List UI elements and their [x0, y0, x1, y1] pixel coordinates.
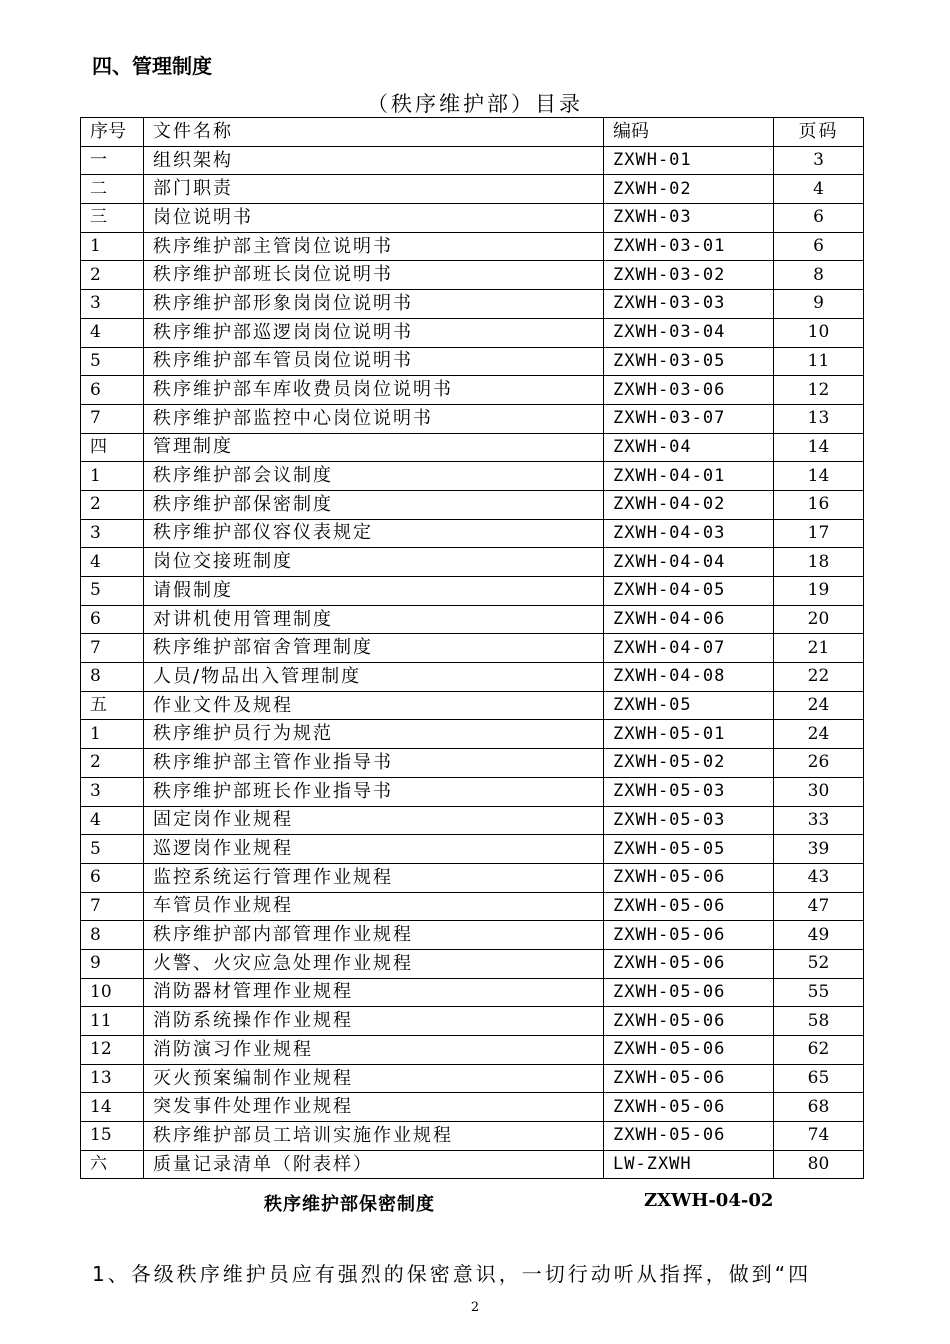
cell-title: 秩序维护部员工培训实施作业规程 — [144, 1122, 604, 1151]
table-row — [81, 806, 864, 835]
cell-code: ZXWH-04-04 — [604, 548, 774, 577]
section-heading: 四、管理制度 — [92, 54, 212, 78]
cell-page: 24 — [774, 720, 864, 749]
cell-no: 6 — [81, 605, 144, 634]
cell-no: 5 — [81, 835, 144, 864]
cell-page: 80 — [774, 1150, 864, 1179]
subsection-title: 秩序维护部保密制度 — [264, 1194, 435, 1215]
cell-no: 6 — [81, 376, 144, 405]
table-row — [81, 433, 864, 462]
cell-no: 10 — [81, 978, 144, 1007]
cell-no: 5 — [81, 577, 144, 606]
header-code: 编码 — [604, 118, 774, 147]
table-row — [81, 261, 864, 290]
table-row — [81, 519, 864, 548]
cell-no: 3 — [81, 777, 144, 806]
cell-no: 3 — [81, 290, 144, 319]
cell-title: 对讲机使用管理制度 — [144, 605, 604, 634]
cell-code: ZXWH-03-06 — [604, 376, 774, 405]
cell-page: 9 — [774, 290, 864, 319]
cell-code: ZXWH-04-03 — [604, 519, 774, 548]
cell-title: 突发事件处理作业规程 — [144, 1093, 604, 1122]
cell-no: 9 — [81, 949, 144, 978]
cell-no: 12 — [81, 1036, 144, 1065]
header-no: 序号 — [81, 118, 144, 147]
table-row — [81, 490, 864, 519]
table-row — [81, 634, 864, 663]
table-row — [81, 1064, 864, 1093]
cell-code: ZXWH-03-02 — [604, 261, 774, 290]
table-row — [81, 835, 864, 864]
cell-no: 4 — [81, 548, 144, 577]
cell-no: 2 — [81, 490, 144, 519]
cell-no: 8 — [81, 921, 144, 950]
cell-no: 13 — [81, 1064, 144, 1093]
cell-title: 部门职责 — [144, 175, 604, 204]
cell-page: 52 — [774, 949, 864, 978]
cell-no: 2 — [81, 749, 144, 778]
cell-page: 20 — [774, 605, 864, 634]
table-row — [81, 175, 864, 204]
cell-page: 22 — [774, 663, 864, 692]
cell-title: 火警、火灾应急处理作业规程 — [144, 949, 604, 978]
cell-page: 19 — [774, 577, 864, 606]
table-row — [81, 605, 864, 634]
cell-title: 秩序维护部班长岗位说明书 — [144, 261, 604, 290]
cell-page: 21 — [774, 634, 864, 663]
cell-no: 7 — [81, 892, 144, 921]
cell-title: 秩序维护部监控中心岗位说明书 — [144, 404, 604, 433]
table-row — [81, 347, 864, 376]
cell-no: 1 — [81, 720, 144, 749]
table-row — [81, 146, 864, 175]
cell-page: 8 — [774, 261, 864, 290]
cell-title: 秩序维护部班长作业指导书 — [144, 777, 604, 806]
cell-title: 消防系统操作作业规程 — [144, 1007, 604, 1036]
cell-code: ZXWH-04-05 — [604, 577, 774, 606]
cell-code: ZXWH-05-06 — [604, 1093, 774, 1122]
cell-title: 消防器材管理作业规程 — [144, 978, 604, 1007]
cell-title: 秩序维护部主管作业指导书 — [144, 749, 604, 778]
cell-code: ZXWH-03-04 — [604, 318, 774, 347]
cell-no: 8 — [81, 663, 144, 692]
cell-page: 30 — [774, 777, 864, 806]
cell-page: 58 — [774, 1007, 864, 1036]
table-row — [81, 204, 864, 233]
cell-no: 一 — [81, 146, 144, 175]
cell-page: 10 — [774, 318, 864, 347]
cell-code: ZXWH-05-05 — [604, 835, 774, 864]
table-row — [81, 749, 864, 778]
cell-code: ZXWH-05-06 — [604, 1007, 774, 1036]
cell-title: 灭火预案编制作业规程 — [144, 1064, 604, 1093]
table-row — [81, 376, 864, 405]
cell-page: 4 — [774, 175, 864, 204]
cell-title: 秩序维护部形象岗岗位说明书 — [144, 290, 604, 319]
cell-title: 消防演习作业规程 — [144, 1036, 604, 1065]
body-paragraph: 1、各级秩序维护员应有强烈的保密意识，一切行动听从指挥，做到“四 — [92, 1262, 812, 1286]
cell-title: 岗位说明书 — [144, 204, 604, 233]
cell-code: ZXWH-03-05 — [604, 347, 774, 376]
table-row — [81, 691, 864, 720]
cell-page: 13 — [774, 404, 864, 433]
table-row — [81, 318, 864, 347]
cell-page: 6 — [774, 232, 864, 261]
table-row — [81, 949, 864, 978]
cell-code: ZXWH-05-06 — [604, 978, 774, 1007]
cell-code: ZXWH-04 — [604, 433, 774, 462]
cell-code: ZXWH-05-01 — [604, 720, 774, 749]
cell-code: ZXWH-05-03 — [604, 777, 774, 806]
cell-title: 管理制度 — [144, 433, 604, 462]
cell-title: 秩序维护部内部管理作业规程 — [144, 921, 604, 950]
cell-no: 7 — [81, 634, 144, 663]
cell-page: 18 — [774, 548, 864, 577]
cell-code: ZXWH-05-03 — [604, 806, 774, 835]
cell-code: ZXWH-03-01 — [604, 232, 774, 261]
cell-no: 4 — [81, 806, 144, 835]
cell-code: ZXWH-04-06 — [604, 605, 774, 634]
cell-page: 39 — [774, 835, 864, 864]
cell-code: ZXWH-05 — [604, 691, 774, 720]
cell-page: 26 — [774, 749, 864, 778]
cell-title: 秩序维护部会议制度 — [144, 462, 604, 491]
table-row — [81, 548, 864, 577]
cell-title: 作业文件及规程 — [144, 691, 604, 720]
cell-code: LW-ZXWH — [604, 1150, 774, 1179]
table-row — [81, 1036, 864, 1065]
cell-no: 1 — [81, 232, 144, 261]
cell-no: 1 — [81, 462, 144, 491]
cell-no: 5 — [81, 347, 144, 376]
cell-title: 秩序维护部宿舍管理制度 — [144, 634, 604, 663]
cell-code: ZXWH-05-06 — [604, 949, 774, 978]
cell-page: 24 — [774, 691, 864, 720]
cell-title: 秩序维护部保密制度 — [144, 490, 604, 519]
table-row — [81, 462, 864, 491]
cell-no: 四 — [81, 433, 144, 462]
toc-table — [80, 117, 864, 1179]
cell-page: 43 — [774, 863, 864, 892]
cell-title: 固定岗作业规程 — [144, 806, 604, 835]
cell-page: 6 — [774, 204, 864, 233]
cell-page: 14 — [774, 462, 864, 491]
cell-title: 巡逻岗作业规程 — [144, 835, 604, 864]
cell-title: 秩序维护部巡逻岗岗位说明书 — [144, 318, 604, 347]
page-number: 2 — [470, 1300, 480, 1315]
cell-code: ZXWH-05-06 — [604, 921, 774, 950]
cell-no: 3 — [81, 519, 144, 548]
cell-code: ZXWH-04-08 — [604, 663, 774, 692]
cell-title: 组织架构 — [144, 146, 604, 175]
cell-title: 车管员作业规程 — [144, 892, 604, 921]
toc-header-row — [81, 118, 864, 147]
table-row — [81, 892, 864, 921]
cell-code: ZXWH-04-07 — [604, 634, 774, 663]
cell-title: 岗位交接班制度 — [144, 548, 604, 577]
table-row — [81, 232, 864, 261]
cell-page: 74 — [774, 1122, 864, 1151]
cell-code: ZXWH-01 — [604, 146, 774, 175]
cell-code: ZXWH-05-06 — [604, 1064, 774, 1093]
cell-page: 47 — [774, 892, 864, 921]
cell-title: 秩序维护部车管员岗位说明书 — [144, 347, 604, 376]
cell-title: 请假制度 — [144, 577, 604, 606]
cell-code: ZXWH-05-06 — [604, 892, 774, 921]
table-row — [81, 577, 864, 606]
cell-no: 7 — [81, 404, 144, 433]
cell-page: 3 — [774, 146, 864, 175]
cell-code: ZXWH-05-06 — [604, 1036, 774, 1065]
cell-code: ZXWH-03-03 — [604, 290, 774, 319]
toc-title: （秩序维护部）目录 — [367, 92, 583, 116]
table-row — [81, 404, 864, 433]
table-row — [81, 777, 864, 806]
cell-page: 49 — [774, 921, 864, 950]
cell-no: 二 — [81, 175, 144, 204]
cell-page: 62 — [774, 1036, 864, 1065]
cell-page: 55 — [774, 978, 864, 1007]
cell-page: 17 — [774, 519, 864, 548]
table-row — [81, 1150, 864, 1179]
subsection-code: ZXWH-04-02 — [644, 1190, 774, 1211]
table-row — [81, 720, 864, 749]
cell-code: ZXWH-04-01 — [604, 462, 774, 491]
cell-page: 14 — [774, 433, 864, 462]
cell-code: ZXWH-05-06 — [604, 863, 774, 892]
cell-no: 三 — [81, 204, 144, 233]
cell-page: 68 — [774, 1093, 864, 1122]
table-row — [81, 863, 864, 892]
table-row — [81, 290, 864, 319]
table-row — [81, 1122, 864, 1151]
cell-code: ZXWH-03-07 — [604, 404, 774, 433]
cell-page: 33 — [774, 806, 864, 835]
cell-code: ZXWH-02 — [604, 175, 774, 204]
cell-title: 人员/物品出入管理制度 — [144, 663, 604, 692]
header-page: 页码 — [774, 118, 864, 147]
cell-page: 11 — [774, 347, 864, 376]
cell-title: 监控系统运行管理作业规程 — [144, 863, 604, 892]
cell-code: ZXWH-05-02 — [604, 749, 774, 778]
table-row — [81, 921, 864, 950]
cell-title: 秩序维护部车库收费员岗位说明书 — [144, 376, 604, 405]
cell-title: 秩序维护部仪容仪表规定 — [144, 519, 604, 548]
cell-no: 6 — [81, 863, 144, 892]
cell-no: 15 — [81, 1122, 144, 1151]
cell-title: 秩序维护部主管岗位说明书 — [144, 232, 604, 261]
cell-code: ZXWH-03 — [604, 204, 774, 233]
cell-page: 16 — [774, 490, 864, 519]
cell-no: 4 — [81, 318, 144, 347]
cell-page: 65 — [774, 1064, 864, 1093]
header-title: 文件名称 — [144, 118, 604, 147]
cell-title: 秩序维护员行为规范 — [144, 720, 604, 749]
table-row — [81, 663, 864, 692]
cell-title: 质量记录清单（附表样） — [144, 1150, 604, 1179]
cell-no: 五 — [81, 691, 144, 720]
table-row — [81, 1093, 864, 1122]
cell-no: 2 — [81, 261, 144, 290]
cell-code: ZXWH-05-06 — [604, 1122, 774, 1151]
cell-code: ZXWH-04-02 — [604, 490, 774, 519]
table-row — [81, 978, 864, 1007]
cell-no: 14 — [81, 1093, 144, 1122]
cell-page: 12 — [774, 376, 864, 405]
table-row — [81, 1007, 864, 1036]
cell-no: 11 — [81, 1007, 144, 1036]
cell-no: 六 — [81, 1150, 144, 1179]
